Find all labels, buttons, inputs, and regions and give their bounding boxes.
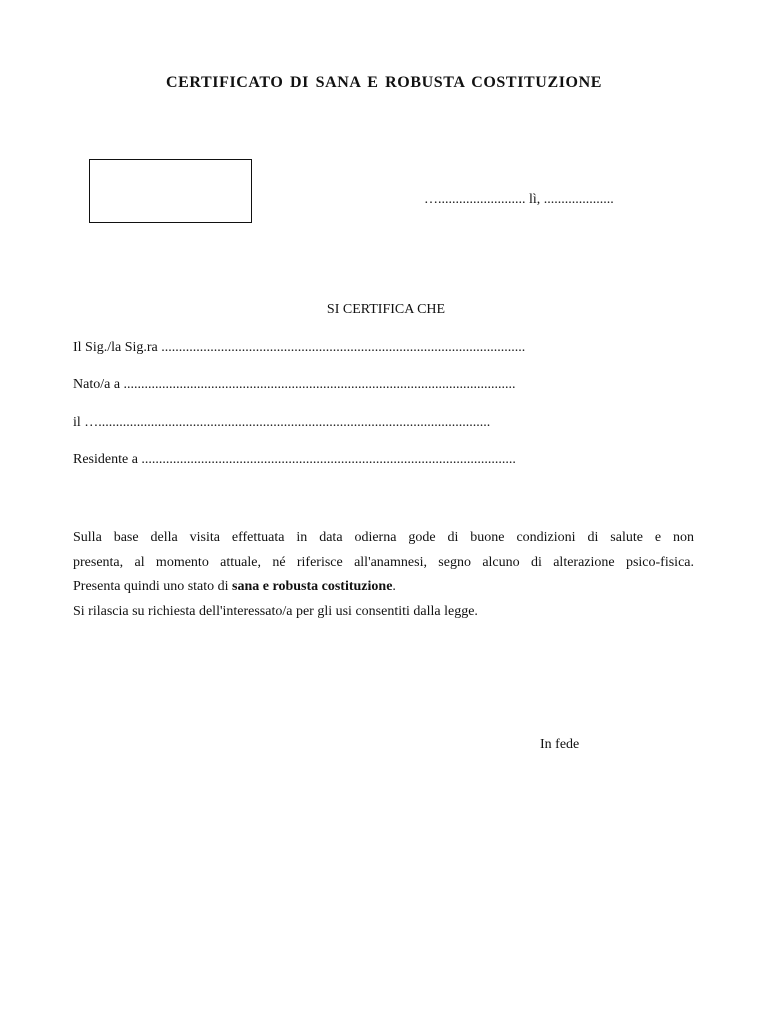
field-birthdate xyxy=(73,415,490,431)
field-birthplace xyxy=(73,377,516,393)
body-line-3-suffix: . xyxy=(392,579,396,594)
body-line-3-bold: sana e robusta costituzione xyxy=(232,579,393,594)
field-residence-fill: ........................................................................................................... xyxy=(141,452,516,467)
field-birthdate-label: il xyxy=(73,415,81,430)
field-residence xyxy=(73,452,516,468)
body-line-3 xyxy=(73,575,694,600)
field-birthplace-label: Nato/a a xyxy=(73,377,121,392)
certificate-body xyxy=(73,526,694,624)
body-line-3-prefix: Presenta quindi uno stato di xyxy=(73,579,233,594)
closing-signature-label: In fede xyxy=(540,737,580,752)
field-birthdate-fill: …................................................................................................................ xyxy=(84,415,491,430)
document-title: CERTIFICATO DI SANA E ROBUSTA COSTITUZIONE xyxy=(165,74,603,91)
certify-heading: SI CERTIFICA CHE xyxy=(326,302,446,317)
stamp-box xyxy=(89,159,252,223)
field-name-fill: ........................................................................................................ xyxy=(161,340,526,355)
body-line-2: presenta, al momento attuale, né riferisce all'anamnesi, segno alcuno di alterazione psico-fisica. xyxy=(73,554,694,570)
body-line-1: Sulla base della visita effettuata in data odierna gode di buone condizioni di salute e non xyxy=(73,530,694,545)
field-name xyxy=(73,340,525,356)
field-name-label: Il Sig./la Sig.ra xyxy=(73,340,158,355)
field-birthplace-fill: ................................................................................................................ xyxy=(123,377,516,392)
body-line-4: Si rilascia su richiesta dell'interessato/a per gli usi consentiti dalla legge. xyxy=(73,603,478,619)
place-date-line: …......................... lì, .................... xyxy=(424,192,614,207)
field-residence-label: Residente a xyxy=(73,452,138,467)
